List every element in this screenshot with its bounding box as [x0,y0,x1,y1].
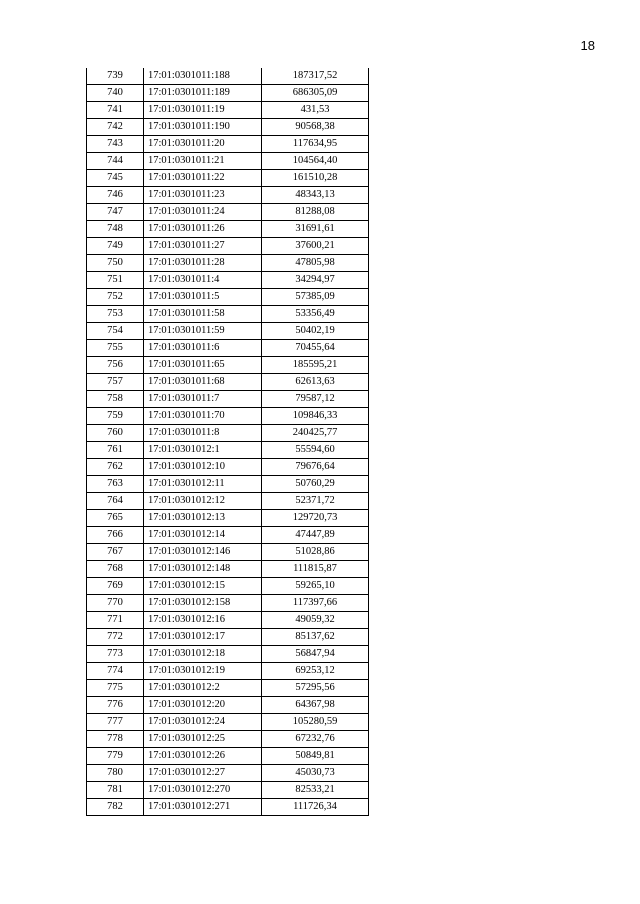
cadastral-number-cell: 17:01:0301012:26 [144,748,262,765]
cadastral-number-cell: 17:01:0301012:27 [144,765,262,782]
value-cell: 62613,63 [262,374,369,391]
cadastral-number-cell: 17:01:0301011:189 [144,85,262,102]
cadastral-number-cell: 17:01:0301011:22 [144,170,262,187]
cadastral-number-cell: 17:01:0301011:188 [144,68,262,85]
value-cell: 82533,21 [262,782,369,799]
table-row [87,680,369,697]
table-row [87,272,369,289]
row-number-cell: 758 [87,391,144,408]
value-cell: 104564,40 [262,153,369,170]
table-row [87,782,369,799]
table-row [87,663,369,680]
cadastral-number-cell: 17:01:0301011:26 [144,221,262,238]
cadastral-number-cell: 17:01:0301012:158 [144,595,262,612]
table-row [87,493,369,510]
cadastral-number-cell: 17:01:0301011:6 [144,340,262,357]
table-row [87,476,369,493]
table-row [87,374,369,391]
cadastral-table [86,68,369,816]
cadastral-number-cell: 17:01:0301012:1 [144,442,262,459]
cadastral-number-cell: 17:01:0301011:20 [144,136,262,153]
row-number-cell: 762 [87,459,144,476]
value-cell: 117634,95 [262,136,369,153]
cadastral-number-cell: 17:01:0301012:2 [144,680,262,697]
row-number-cell: 766 [87,527,144,544]
row-number-cell: 776 [87,697,144,714]
value-cell: 161510,28 [262,170,369,187]
table-row [87,238,369,255]
cadastral-number-cell: 17:01:0301011:8 [144,425,262,442]
row-number-cell: 745 [87,170,144,187]
table-row [87,85,369,102]
value-cell: 49059,32 [262,612,369,629]
value-cell: 431,53 [262,102,369,119]
value-cell: 55594,60 [262,442,369,459]
table-row [87,425,369,442]
cadastral-number-cell: 17:01:0301011:68 [144,374,262,391]
cadastral-number-cell: 17:01:0301012:16 [144,612,262,629]
value-cell: 79587,12 [262,391,369,408]
value-cell: 56847,94 [262,646,369,663]
table-row [87,255,369,272]
cadastral-number-cell: 17:01:0301012:12 [144,493,262,510]
value-cell: 51028,86 [262,544,369,561]
row-number-cell: 741 [87,102,144,119]
row-number-cell: 751 [87,272,144,289]
table-row [87,748,369,765]
row-number-cell: 779 [87,748,144,765]
cadastral-number-cell: 17:01:0301012:11 [144,476,262,493]
row-number-cell: 782 [87,799,144,816]
cadastral-number-cell: 17:01:0301012:15 [144,578,262,595]
value-cell: 45030,73 [262,765,369,782]
row-number-cell: 744 [87,153,144,170]
cadastral-number-cell: 17:01:0301012:19 [144,663,262,680]
cadastral-number-cell: 17:01:0301011:24 [144,204,262,221]
cadastral-number-cell: 17:01:0301011:70 [144,408,262,425]
row-number-cell: 752 [87,289,144,306]
value-cell: 79676,64 [262,459,369,476]
row-number-cell: 761 [87,442,144,459]
cadastral-number-cell: 17:01:0301011:190 [144,119,262,136]
table-row [87,561,369,578]
row-number-cell: 769 [87,578,144,595]
cadastral-number-cell: 17:01:0301011:65 [144,357,262,374]
cadastral-number-cell: 17:01:0301011:28 [144,255,262,272]
row-number-cell: 748 [87,221,144,238]
row-number-cell: 747 [87,204,144,221]
table-row [87,119,369,136]
page-number: 18 [580,38,595,53]
value-cell: 240425,77 [262,425,369,442]
value-cell: 59265,10 [262,578,369,595]
cadastral-number-cell: 17:01:0301012:13 [144,510,262,527]
value-cell: 111815,87 [262,561,369,578]
cadastral-number-cell: 17:01:0301012:24 [144,714,262,731]
table-row [87,340,369,357]
value-cell: 129720,73 [262,510,369,527]
row-number-cell: 756 [87,357,144,374]
table-row [87,629,369,646]
value-cell: 48343,13 [262,187,369,204]
table-row [87,204,369,221]
table-row [87,714,369,731]
row-number-cell: 772 [87,629,144,646]
value-cell: 105280,59 [262,714,369,731]
table-row [87,612,369,629]
value-cell: 185595,21 [262,357,369,374]
row-number-cell: 753 [87,306,144,323]
table-row [87,187,369,204]
value-cell: 57385,09 [262,289,369,306]
row-number-cell: 750 [87,255,144,272]
table-row [87,153,369,170]
row-number-cell: 763 [87,476,144,493]
row-number-cell: 743 [87,136,144,153]
row-number-cell: 768 [87,561,144,578]
value-cell: 109846,33 [262,408,369,425]
row-number-cell: 764 [87,493,144,510]
table-row [87,408,369,425]
row-number-cell: 775 [87,680,144,697]
table-row [87,578,369,595]
cadastral-number-cell: 17:01:0301012:20 [144,697,262,714]
table-row [87,391,369,408]
value-cell: 47447,89 [262,527,369,544]
table-row [87,799,369,816]
table-row [87,357,369,374]
row-number-cell: 740 [87,85,144,102]
cadastral-number-cell: 17:01:0301012:14 [144,527,262,544]
row-number-cell: 759 [87,408,144,425]
row-number-cell: 780 [87,765,144,782]
table-row [87,527,369,544]
cadastral-number-cell: 17:01:0301012:146 [144,544,262,561]
cadastral-number-cell: 17:01:0301011:58 [144,306,262,323]
row-number-cell: 773 [87,646,144,663]
value-cell: 117397,66 [262,595,369,612]
row-number-cell: 778 [87,731,144,748]
table-row [87,595,369,612]
row-number-cell: 754 [87,323,144,340]
row-number-cell: 765 [87,510,144,527]
table-row [87,102,369,119]
value-cell: 686305,09 [262,85,369,102]
row-number-cell: 757 [87,374,144,391]
cadastral-number-cell: 17:01:0301012:270 [144,782,262,799]
table-row [87,697,369,714]
value-cell: 52371,72 [262,493,369,510]
row-number-cell: 767 [87,544,144,561]
table-row [87,544,369,561]
row-number-cell: 770 [87,595,144,612]
table-row [87,510,369,527]
cadastral-number-cell: 17:01:0301012:18 [144,646,262,663]
row-number-cell: 781 [87,782,144,799]
row-number-cell: 777 [87,714,144,731]
value-cell: 81288,08 [262,204,369,221]
cadastral-number-cell: 17:01:0301011:27 [144,238,262,255]
value-cell: 85137,62 [262,629,369,646]
cadastral-number-cell: 17:01:0301012:25 [144,731,262,748]
cadastral-number-cell: 17:01:0301011:59 [144,323,262,340]
value-cell: 70455,64 [262,340,369,357]
table-row [87,459,369,476]
table-row [87,646,369,663]
cadastral-number-cell: 17:01:0301011:19 [144,102,262,119]
cadastral-number-cell: 17:01:0301012:271 [144,799,262,816]
value-cell: 67232,76 [262,731,369,748]
cadastral-number-cell: 17:01:0301012:17 [144,629,262,646]
value-cell: 50849,81 [262,748,369,765]
table-row [87,68,369,85]
value-cell: 187317,52 [262,68,369,85]
row-number-cell: 739 [87,68,144,85]
row-number-cell: 774 [87,663,144,680]
cadastral-number-cell: 17:01:0301012:148 [144,561,262,578]
cadastral-number-cell: 17:01:0301011:23 [144,187,262,204]
value-cell: 64367,98 [262,697,369,714]
row-number-cell: 746 [87,187,144,204]
value-cell: 50760,29 [262,476,369,493]
table-row [87,765,369,782]
table-row [87,136,369,153]
value-cell: 47805,98 [262,255,369,272]
value-cell: 111726,34 [262,799,369,816]
table-row [87,442,369,459]
cadastral-number-cell: 17:01:0301011:21 [144,153,262,170]
value-cell: 69253,12 [262,663,369,680]
table-row [87,306,369,323]
value-cell: 50402,19 [262,323,369,340]
value-cell: 90568,38 [262,119,369,136]
table-row [87,323,369,340]
row-number-cell: 742 [87,119,144,136]
value-cell: 57295,56 [262,680,369,697]
cadastral-number-cell: 17:01:0301012:10 [144,459,262,476]
cadastral-number-cell: 17:01:0301011:5 [144,289,262,306]
value-cell: 31691,61 [262,221,369,238]
table-row [87,289,369,306]
row-number-cell: 771 [87,612,144,629]
cadastral-number-cell: 17:01:0301011:4 [144,272,262,289]
value-cell: 53356,49 [262,306,369,323]
value-cell: 34294,97 [262,272,369,289]
row-number-cell: 760 [87,425,144,442]
row-number-cell: 749 [87,238,144,255]
table-row [87,731,369,748]
cadastral-number-cell: 17:01:0301011:7 [144,391,262,408]
table-row [87,221,369,238]
value-cell: 37600,21 [262,238,369,255]
table-row [87,170,369,187]
row-number-cell: 755 [87,340,144,357]
table-body [87,68,369,816]
